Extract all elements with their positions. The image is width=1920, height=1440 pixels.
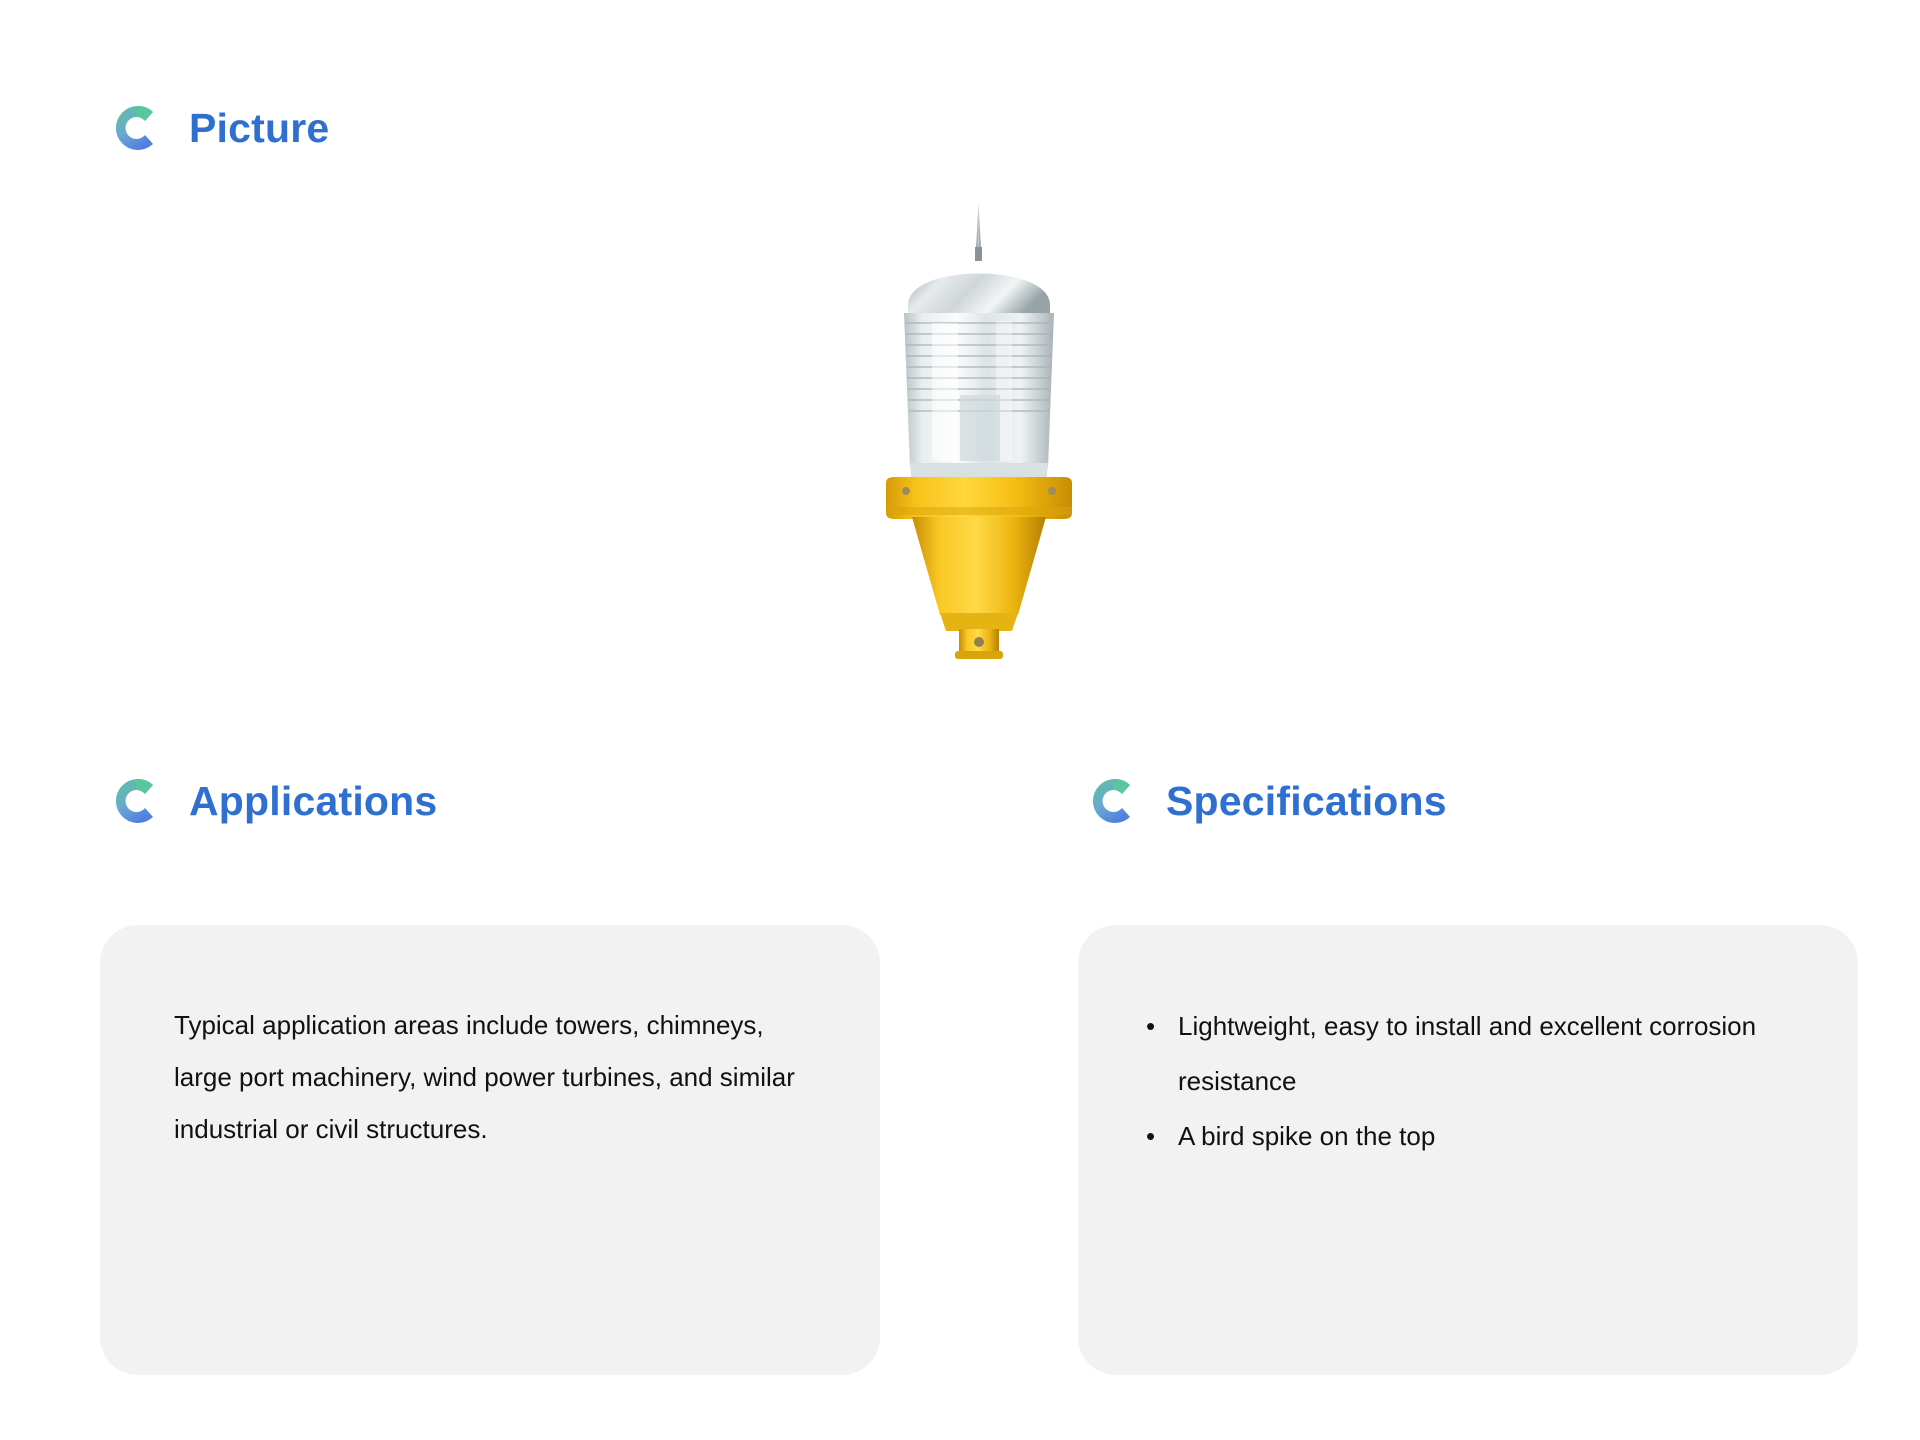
list-item: • Lightweight, easy to install and excellent corrosion resistance — [1138, 999, 1798, 1109]
specifications-list — [1138, 999, 1798, 1164]
page-title: Picture — [189, 104, 330, 151]
applications-card — [100, 925, 880, 1375]
specifications-card — [1078, 925, 1858, 1375]
c-swirl-logo-icon — [105, 770, 167, 832]
section-header-specifications — [1082, 770, 1447, 832]
section-header-picture — [105, 97, 329, 159]
c-swirl-logo-icon — [105, 97, 167, 159]
list-item: • A bird spike on the top — [1138, 1109, 1798, 1164]
applications-title: Applications — [189, 777, 438, 824]
applications-body-text: Typical application areas include towers, chimneys, large port machinery, wind power turbines, and similar industrial or civil structures. — [174, 1010, 795, 1144]
section-header-applications — [105, 770, 437, 832]
specifications-title: Specifications — [1166, 777, 1447, 824]
c-swirl-logo-icon — [1082, 770, 1144, 832]
product-image — [820, 195, 1140, 665]
